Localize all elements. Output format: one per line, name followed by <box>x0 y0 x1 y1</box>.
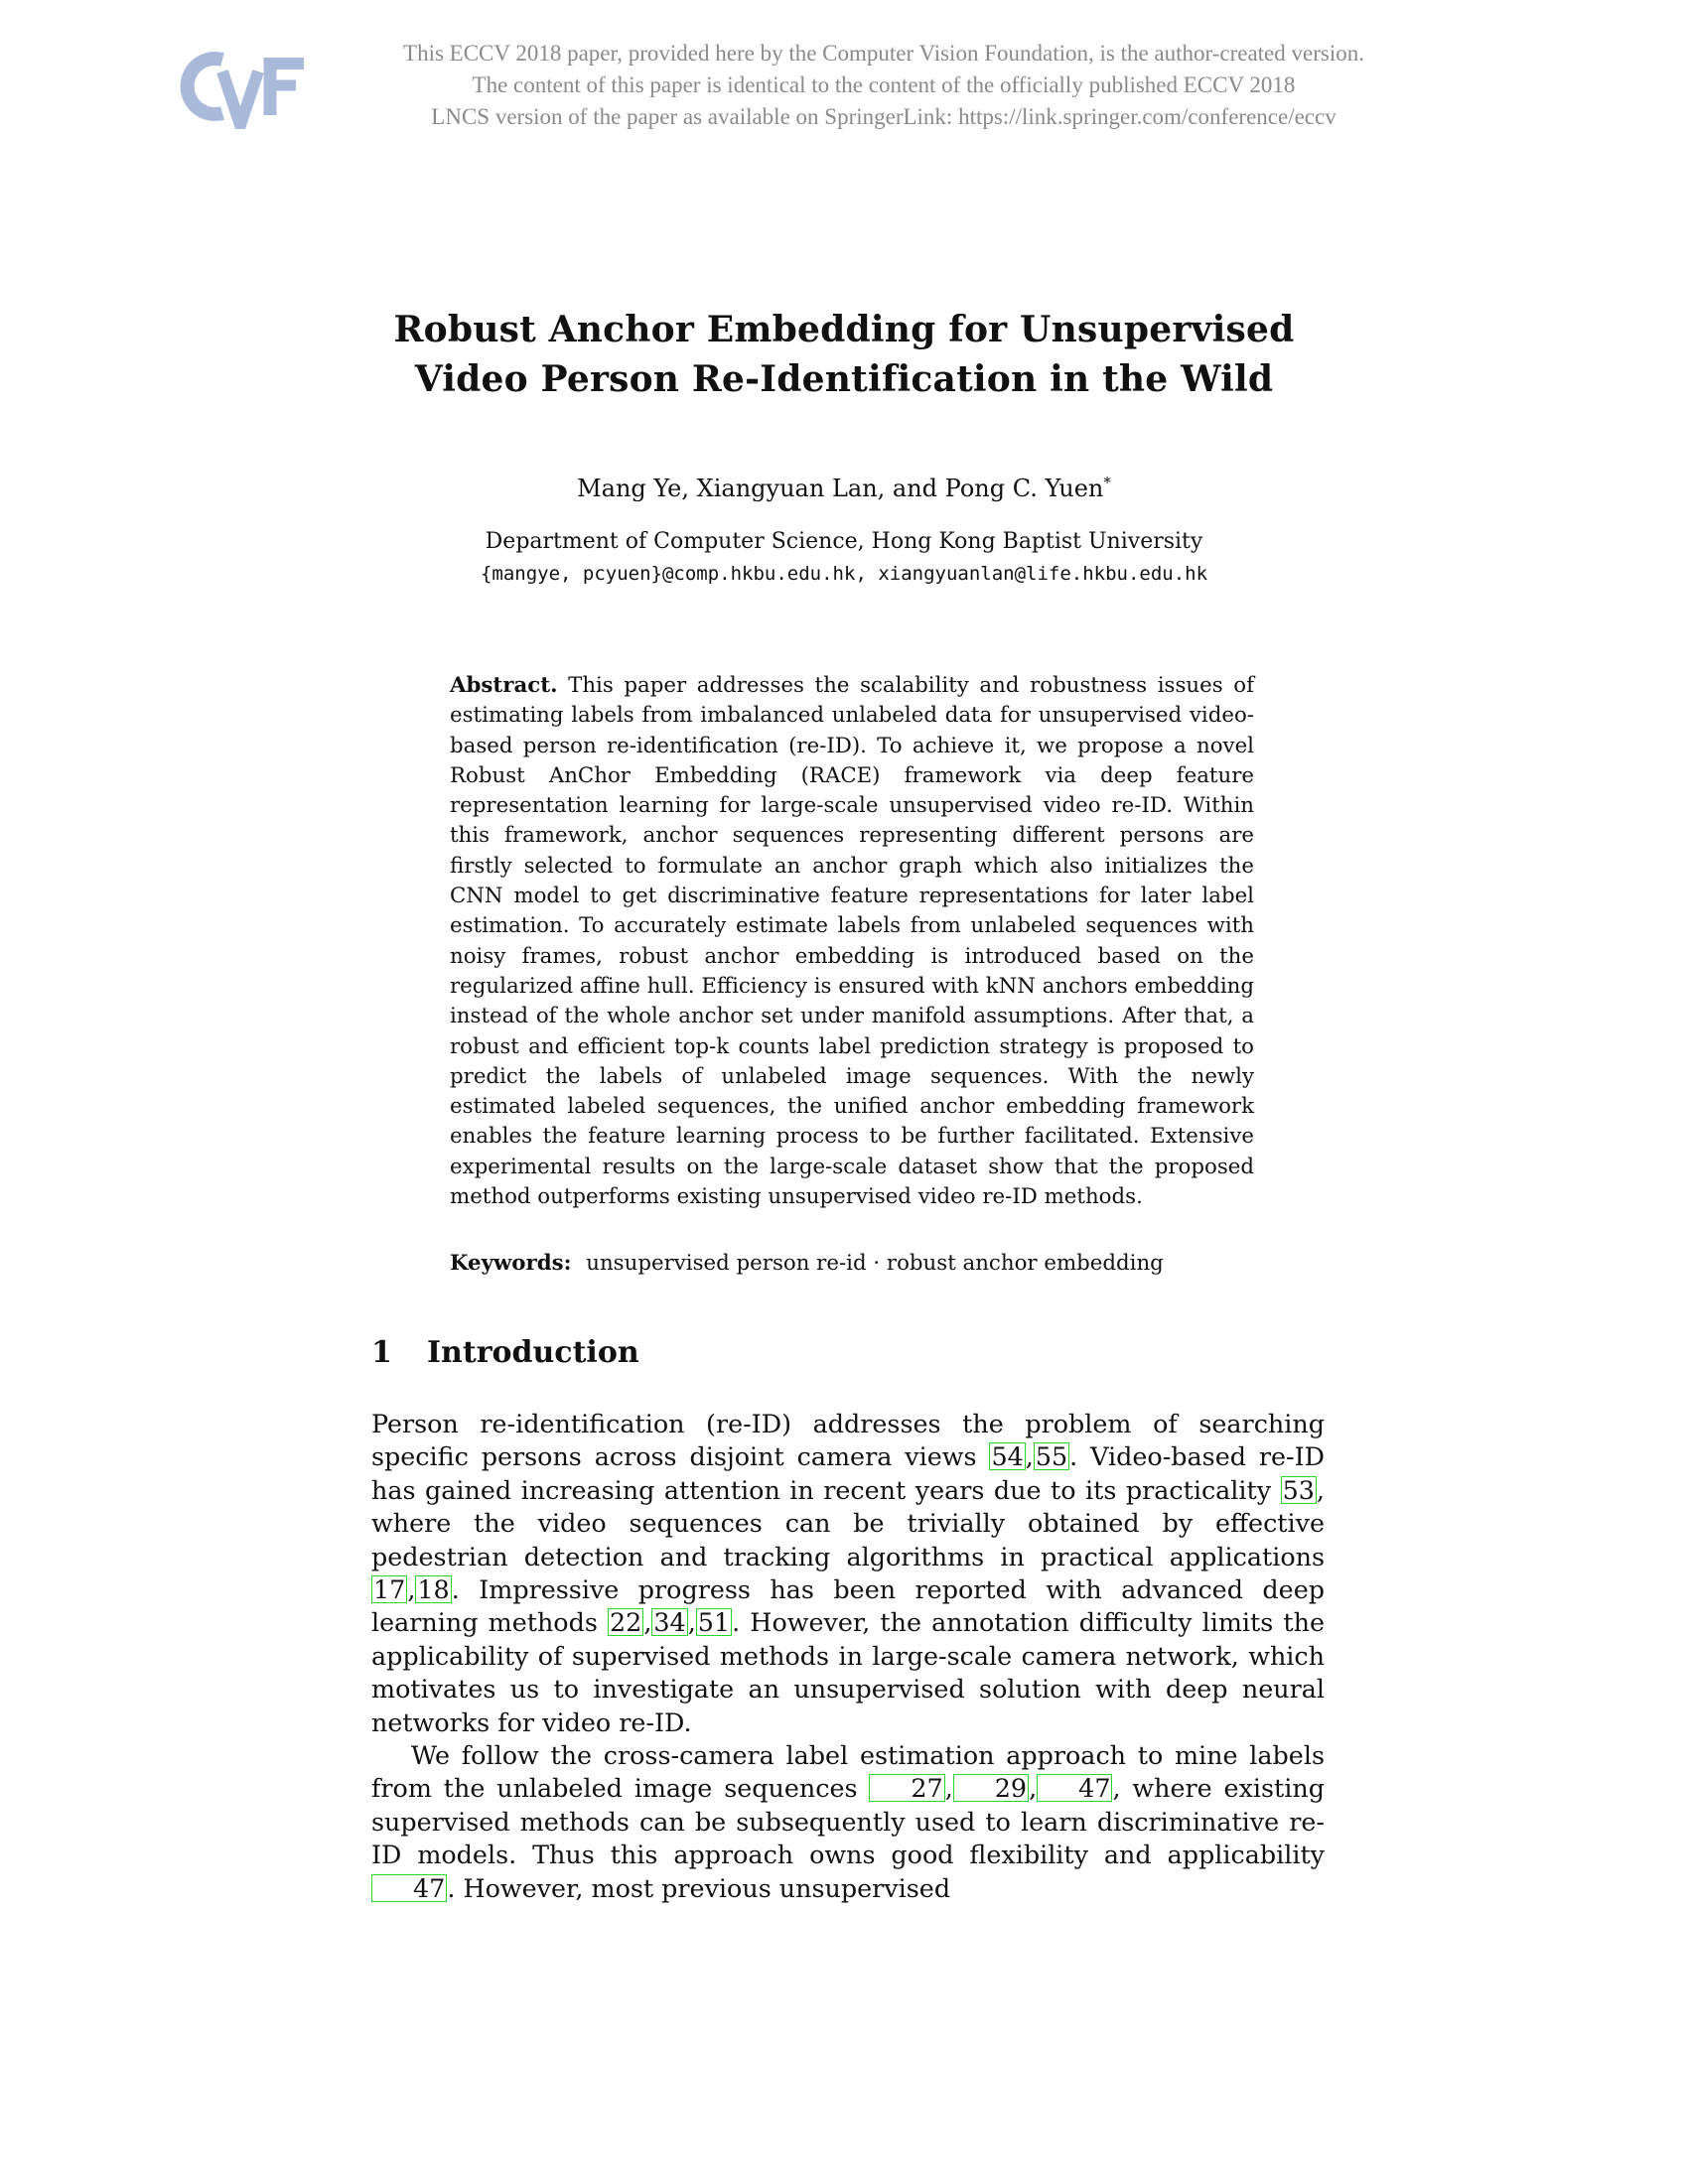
authors <box>367 467 1321 504</box>
paper-title <box>367 305 1321 404</box>
text-run: Person re-identification (re-ID) addresses the problem of searching specific persons across disjoint camera views <box>371 1409 1325 1472</box>
title-line-1: Robust Anchor Embedding for Unsupervised <box>393 309 1295 350</box>
keywords <box>450 1249 1254 1279</box>
banner-line-2: The content of this paper is identical to the content of the officially published ECCV 2018 <box>472 72 1296 97</box>
abstract-label: Abstract. <box>450 673 558 698</box>
section-title: Introduction <box>427 1335 639 1370</box>
citation-link[interactable]: 34 <box>653 1607 686 1638</box>
cvf-logo-icon <box>179 46 308 129</box>
citation-link[interactable]: 53 <box>1282 1474 1315 1505</box>
text-run: , where the video sequences can be trivially obtained by effective pedestrian detection and tracking algorithms in practical applications <box>371 1474 1325 1571</box>
abstract-text: This paper addresses the scalability and robustness issues of estimating labels from imbalanced unlabeled data for unsupervised video-based person re-identification (re-ID). To achieve it, we propose a novel Robust AnChor Embedding (RACE) framework via deep feature representation learning for large-scale unsupervised video re-ID. Within this framework, anchor sequences representing different persons are firstly selected to formulate an anchor graph which also initializes the CNN model to get discriminative feature representations for later label estimation. To accurately estimate labels from unlabeled sequences with noisy frames, robust anchor embedding is introduced based on the regularized affine hull. Efficiency is ensured with kNN anchors embedding instead of the whole anchor set under manifold assumptions. After that, a robust and efficient top-k counts label prediction strategy is proposed to predict the labels of unlabeled image sequences. With the newly estimated labeled sequences, the unified anchor embedding framework enables the feature learning process to be further facilitated. Extensive experimental results on the large-scale dataset show that the proposed method outperforms existing unsupervised video re-ID methods. <box>450 673 1254 1210</box>
citation-link[interactable]: 47 <box>1037 1774 1112 1802</box>
text-run: . Impressive progress has been reported with advanced deep learning methods <box>371 1574 1325 1638</box>
text-run: . Video-based re-ID has gained increasing attention in recent years due to its practicality <box>371 1441 1326 1505</box>
text-run: . However, most previous unsupervised <box>447 1872 951 1903</box>
citation-link[interactable]: 18 <box>417 1574 450 1605</box>
cvf-banner <box>179 38 1450 147</box>
banner-text <box>318 38 1450 133</box>
citation-link[interactable]: 17 <box>373 1574 406 1605</box>
keywords-label: Keywords: <box>450 1251 572 1276</box>
intro-paragraph-1: Person re-identification (re-ID) addresses the problem of searching specific persons across disjoint camera views 54,55. Video-based re-ID has gained increasing attention in recent years due to its practicality 53, where the video sequences can be trivially obtained by effective pedestrian detection and tracking algorithms in practical applications 17,18. Impressive progress has been reported with advanced deep learning methods 22,34,51. However, the annotation difficulty limits the applicability of supervised methods in large-scale camera network, which motivates us to investigate an unsupervised solution with deep neural networks for video re-ID. <box>371 1409 1326 1737</box>
citation-link[interactable]: 54 <box>991 1441 1024 1472</box>
author-names: Mang Ye, Xiangyuan Lan, and Pong C. Yuen <box>577 475 1104 502</box>
citation-link[interactable]: 29 <box>953 1774 1029 1802</box>
introduction-body <box>371 1408 1325 1905</box>
intro-paragraph-2: We follow the cross-camera label estimation approach to mine labels from the unlabeled image sequences 27, 29, 47, where existing supervised methods can be subsequently used to learn discriminative re-ID models. Thus this approach owns good flexibility and applicability 47. However, most previous unsupervised <box>371 1740 1325 1903</box>
citation-link[interactable]: 22 <box>610 1607 642 1638</box>
citation-link[interactable]: 51 <box>697 1607 731 1638</box>
text-run: , where existing supervised methods can be subsequently used to learn discriminative re-ID models. Thus this approach owns good flexibility and applicability <box>371 1773 1325 1870</box>
banner-line-1: This ECCV 2018 paper, provided here by the Computer Vision Foundation, is the author-created version. <box>403 41 1364 66</box>
title-line-2: Video Person Re-Identification in the Wild <box>414 358 1274 400</box>
text-run: . However, the annotation difficulty limits the applicability of supervised methods in large-scale camera network, which motivates us to investigate an unsupervised solution with deep neural networks for video re-ID. <box>371 1607 1325 1737</box>
keywords-text: unsupervised person re-id · robust anchor embedding <box>586 1251 1164 1276</box>
section-number: 1 <box>371 1335 392 1370</box>
citation-link[interactable]: 47 <box>371 1874 447 1902</box>
author-footnote-mark: * <box>1103 474 1111 491</box>
banner-line-3: LNCS version of the paper as available on SpringerLink: https://link.springer.com/conference/eccv <box>431 104 1336 129</box>
author-emails: {mangye, pcyuen}@comp.hkbu.edu.hk, xiangyuanlan@life.hkbu.edu.hk <box>480 563 1208 585</box>
affiliation: Department of Computer Science, Hong Kong Baptist University <box>485 529 1203 554</box>
text-run: We follow the cross-camera label estimation approach to mine labels from the unlabeled image sequences <box>371 1740 1325 1804</box>
section-heading-introduction <box>371 1333 1325 1373</box>
citation-link[interactable]: 55 <box>1035 1441 1068 1472</box>
citation-link[interactable]: 27 <box>869 1774 944 1802</box>
abstract <box>450 671 1254 1212</box>
